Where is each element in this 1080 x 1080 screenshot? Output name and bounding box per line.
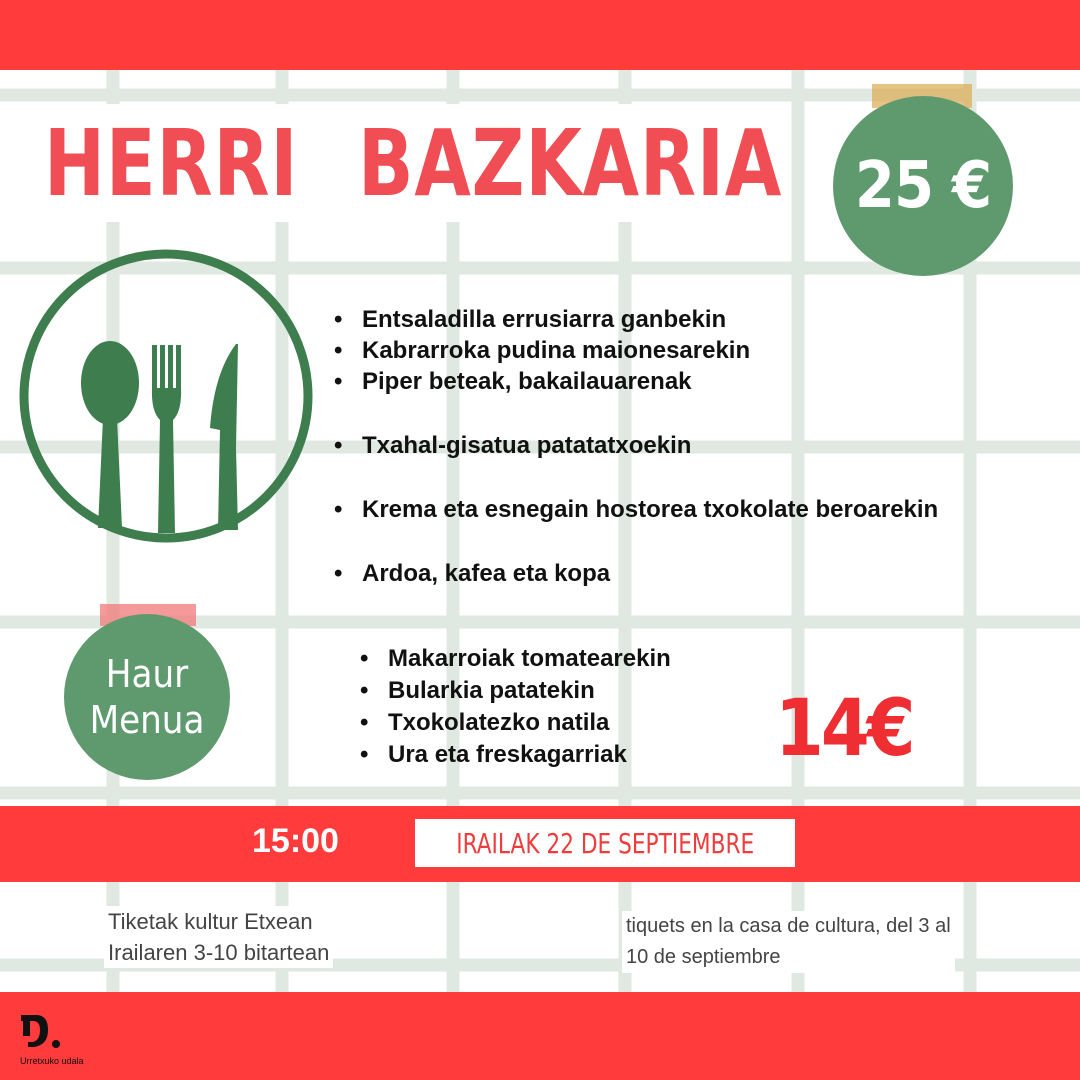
kids-price: 14€ bbox=[775, 684, 913, 774]
menu-item: • Ardoa, kafea eta kopa bbox=[334, 560, 938, 591]
event-time: 15:00 bbox=[252, 822, 339, 860]
tickets-basque-line2: Irailaren 3-10 bitartean bbox=[108, 940, 330, 965]
kids-menu-item: • Txokolatezko natila bbox=[360, 709, 671, 741]
kids-badge-line1: Haur bbox=[105, 652, 189, 696]
bottom-band bbox=[0, 992, 1080, 1080]
fork-icon bbox=[152, 345, 181, 533]
knife-icon bbox=[210, 344, 238, 530]
tickets-spanish-line2: 10 de septiembre bbox=[626, 946, 781, 968]
menu-item: • Txahal-gisatua patatatxoekin bbox=[334, 432, 938, 496]
title-word-herri: HERRI bbox=[44, 110, 299, 217]
menu-item: • Piper beteak, bakailauarenak bbox=[334, 368, 938, 432]
tickets-info-basque bbox=[104, 906, 333, 968]
tickets-basque-line1: Tiketak kultur Etxean bbox=[108, 909, 313, 934]
event-date: IRAILAK 22 DE SEPTIEMBRE bbox=[456, 826, 754, 860]
menu-item: • Krema eta esnegain hostorea txokolate beroarekin bbox=[334, 496, 938, 560]
kids-menu-item: • Ura eta freskagarriak bbox=[360, 741, 671, 773]
cutlery-icon bbox=[18, 248, 318, 548]
kids-menu-item: • Bularkia patatekin bbox=[360, 677, 671, 709]
kids-menu-list bbox=[360, 645, 671, 773]
menu-item: • Kabrarroka pudina maionesarekin bbox=[334, 337, 938, 368]
event-date-box bbox=[415, 819, 795, 867]
tickets-spanish-line1: tiquets en la casa de cultura, del 3 al bbox=[626, 915, 951, 937]
tickets-info-spanish bbox=[622, 911, 955, 973]
menu-item: • Entsaladilla errusiarra ganbekin bbox=[334, 306, 938, 337]
main-price-badge: 25 € bbox=[833, 96, 1013, 276]
town-logo-text: Urretxuko udala bbox=[20, 1056, 84, 1066]
top-band bbox=[0, 0, 1080, 70]
main-menu-list bbox=[334, 306, 938, 591]
kids-menu-badge bbox=[64, 614, 230, 780]
title-word-bazkaria: BAZKARIA bbox=[358, 110, 783, 217]
kids-menu-item: • Makarroiak tomatearekin bbox=[360, 645, 671, 677]
spoon-icon bbox=[81, 341, 139, 528]
town-logo-icon bbox=[18, 1012, 64, 1050]
kids-badge-line2: Menua bbox=[89, 698, 205, 742]
